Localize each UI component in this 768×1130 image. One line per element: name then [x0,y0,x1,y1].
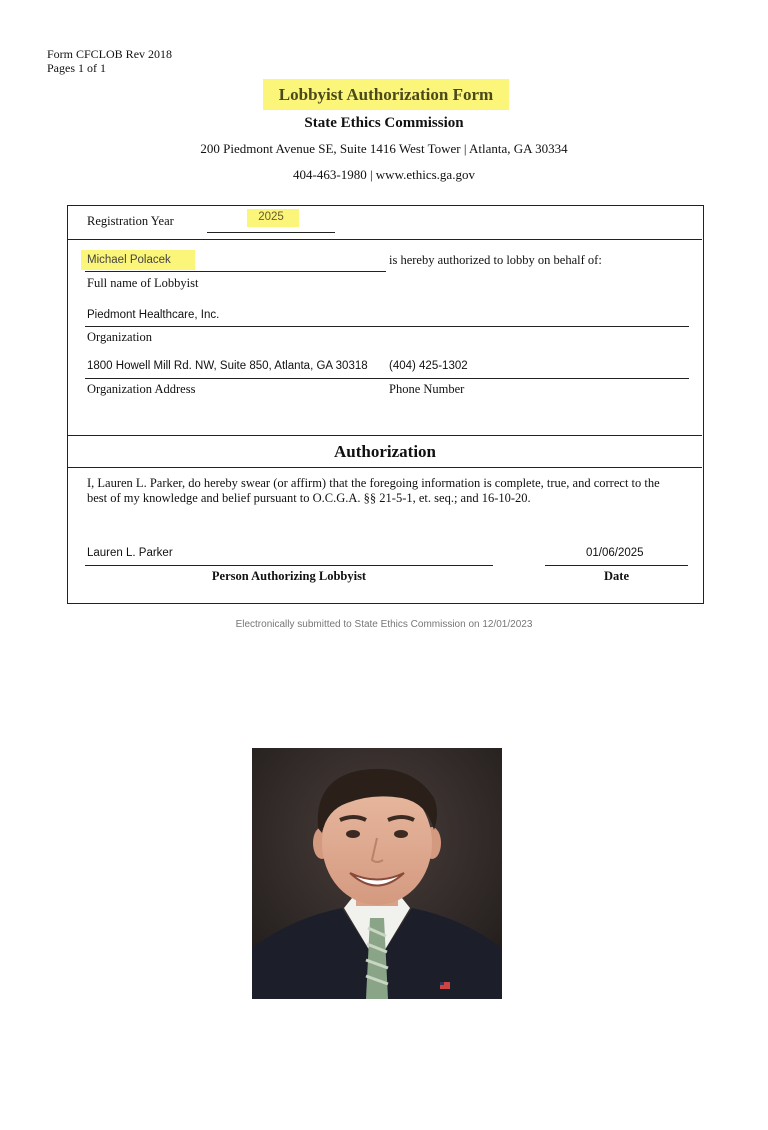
phone-value: (404) 425-1302 [389,360,468,372]
organization-address-label: Organization Address [87,382,196,396]
registration-year-label: Registration Year [87,214,174,228]
date-underline [545,565,688,566]
organization-value: Piedmont Healthcare, Inc. [87,309,220,321]
signer-label: Person Authorizing Lobbyist [211,569,367,583]
authorization-bottom-divider [68,467,702,468]
registration-year-value: 2025 [258,211,284,223]
lobbyist-photo [252,748,502,999]
authorized-text: is hereby authorized to lobby on behalf of: [389,253,602,267]
address-phone-underline [85,378,689,379]
submission-note: Electronically submitted to State Ethics Commission on 12/01/2023 [235,619,533,630]
agency-name: State Ethics Commission [304,115,464,131]
signer-value: Lauren L. Parker [87,547,173,559]
agency-contact: 404-463-1980 | www.ethics.ga.gov [293,167,475,182]
authorization-statement: I, Lauren L. Parker, do hereby swear (or affirm) that the foregoing information is complete, true, and correct to the best of my knowledge and belief pursuant to O.C.G.A. §§ 21-5-1, et. seq.; and 16-10-20. [87,476,660,505]
form-code: Form CFCLOB Rev 2018 [47,47,173,61]
date-value: 01/06/2025 [586,547,644,559]
authorization-heading: Authorization [334,442,436,461]
agency-address: 200 Piedmont Avenue SE, Suite 1416 West Tower | Atlanta, GA 30334 [200,141,568,156]
page-title: Lobbyist Authorization Form [278,85,494,104]
lobbyist-name-value: Michael Polacek [87,254,171,266]
phone-label: Phone Number [389,382,465,396]
page-count: Pages 1 of 1 [47,61,106,75]
lobbyist-name-underline [85,271,386,272]
lobbyist-name-label: Full name of Lobbyist [87,276,199,290]
organization-label: Organization [87,330,153,344]
date-label: Date [604,569,629,583]
signer-underline [85,565,493,566]
form-meta [47,47,172,75]
organization-underline [85,326,689,327]
authorization-top-divider [68,435,702,436]
registration-year-underline [207,232,335,233]
row-divider [68,239,702,240]
portrait-illustration [252,748,502,999]
organization-address-value: 1800 Howell Mill Rd. NW, Suite 850, Atlanta, GA 30318 [87,360,368,372]
